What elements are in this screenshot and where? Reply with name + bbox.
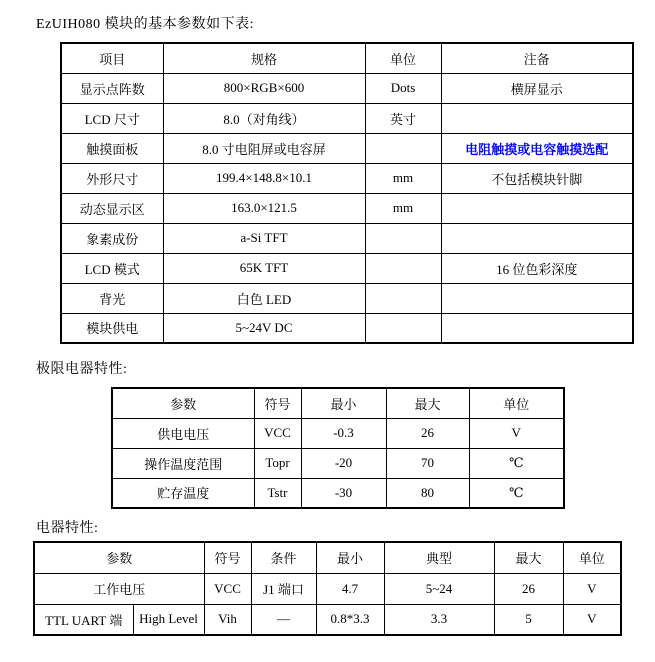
table-row <box>34 573 621 604</box>
electrical-title: 电器特性: <box>36 521 99 536</box>
table-cell: -30 <box>301 478 386 508</box>
column-header: 单位 <box>563 542 621 573</box>
column-header: 最大 <box>494 542 563 573</box>
table-cell: Tstr <box>254 478 301 508</box>
table-cell: 65K TFT <box>163 253 365 283</box>
table-cell: 外形尺寸 <box>61 163 163 193</box>
table-row <box>61 253 633 283</box>
table-cell: 贮存温度 <box>112 478 254 508</box>
table-cell: ℃ <box>469 448 564 478</box>
table-cell <box>365 223 441 253</box>
table-cell <box>365 283 441 313</box>
column-header: 规格 <box>163 43 365 73</box>
table-cell: 80 <box>386 478 469 508</box>
table-cell: 供电电压 <box>112 418 254 448</box>
header-row <box>112 388 564 418</box>
column-header: 单位 <box>469 388 564 418</box>
column-header: 符号 <box>204 542 251 573</box>
column-header: 最大 <box>386 388 469 418</box>
table-cell: mm <box>365 163 441 193</box>
table-cell: J1 端口 <box>251 573 316 604</box>
table-cell: 横屏显示 <box>441 73 633 103</box>
table-row <box>34 604 621 635</box>
table-cell <box>441 313 633 343</box>
table-row <box>61 223 633 253</box>
table-cell: 16 位色彩深度 <box>441 253 633 283</box>
table-cell: 26 <box>494 573 563 604</box>
table-cell: 5~24V DC <box>163 313 365 343</box>
table-cell: 8.0（对角线） <box>163 103 365 133</box>
table-cell: 象素成份 <box>61 223 163 253</box>
table-cell: V <box>563 573 621 604</box>
table-cell: 5~24 <box>384 573 494 604</box>
table-row <box>61 283 633 313</box>
table-cell: 显示点阵数 <box>61 73 163 103</box>
table-cell: a-Si TFT <box>163 223 365 253</box>
header-row <box>34 542 621 573</box>
table-row <box>61 163 633 193</box>
table-cell: 199.4×148.8×10.1 <box>163 163 365 193</box>
table-cell: -20 <box>301 448 386 478</box>
table-cell <box>365 253 441 283</box>
table-cell <box>441 283 633 313</box>
table-cell: Topr <box>254 448 301 478</box>
column-header: 单位 <box>365 43 441 73</box>
table-cell <box>365 133 441 163</box>
table-cell: VCC <box>254 418 301 448</box>
column-header: 最小 <box>301 388 386 418</box>
table-cell <box>365 313 441 343</box>
column-header: 典型 <box>384 542 494 573</box>
table-cell: 8.0 寸电阻屏或电容屏 <box>163 133 365 163</box>
table-cell: 动态显示区 <box>61 193 163 223</box>
basic-params-title: EzUIH080 模块的基本参数如下表: <box>36 17 255 32</box>
table-cell: 70 <box>386 448 469 478</box>
table-cell: 背光 <box>61 283 163 313</box>
column-header: 注备 <box>441 43 633 73</box>
table-cell: TTL UART 端 <box>34 604 133 635</box>
table-cell: 163.0×121.5 <box>163 193 365 223</box>
table-cell <box>441 223 633 253</box>
table-cell: 5 <box>494 604 563 635</box>
table-cell: mm <box>365 193 441 223</box>
table-cell: LCD 模式 <box>61 253 163 283</box>
table-row <box>61 193 633 223</box>
table-row <box>61 313 633 343</box>
table-row <box>112 478 564 508</box>
table-cell: High Level <box>133 604 204 635</box>
table-row <box>61 133 633 163</box>
table-cell: 英寸 <box>365 103 441 133</box>
column-header: 参数 <box>112 388 254 418</box>
basic-params-table <box>60 42 634 344</box>
column-header: 条件 <box>251 542 316 573</box>
table-row <box>61 73 633 103</box>
header-row <box>61 43 633 73</box>
table-cell: Dots <box>365 73 441 103</box>
table-cell: 800×RGB×600 <box>163 73 365 103</box>
table-cell: 26 <box>386 418 469 448</box>
limit-electrical-title: 极限电器特性: <box>36 362 128 377</box>
electrical-table <box>33 541 622 636</box>
table-cell: 3.3 <box>384 604 494 635</box>
table-row <box>112 448 564 478</box>
table-cell: VCC <box>204 573 251 604</box>
table-cell: ℃ <box>469 478 564 508</box>
table-cell: 白色 LED <box>163 283 365 313</box>
table-cell: — <box>251 604 316 635</box>
column-header: 参数 <box>34 542 204 573</box>
table-cell <box>441 193 633 223</box>
table-cell: 触摸面板 <box>61 133 163 163</box>
touch-option-note: 电阻触摸或电容触摸选配 <box>441 133 633 163</box>
table-cell: LCD 尺寸 <box>61 103 163 133</box>
column-header: 符号 <box>254 388 301 418</box>
table-cell: V <box>469 418 564 448</box>
table-row <box>112 418 564 448</box>
limit-electrical-table <box>111 387 565 509</box>
table-cell: 模块供电 <box>61 313 163 343</box>
table-cell: 4.7 <box>316 573 384 604</box>
table-cell: 0.8*3.3 <box>316 604 384 635</box>
column-header: 最小 <box>316 542 384 573</box>
table-cell: Vih <box>204 604 251 635</box>
table-cell: 工作电压 <box>34 573 204 604</box>
table-cell <box>441 103 633 133</box>
column-header: 项目 <box>61 43 163 73</box>
table-cell: 操作温度范围 <box>112 448 254 478</box>
table-cell: V <box>563 604 621 635</box>
table-cell: 不包括模块针脚 <box>441 163 633 193</box>
table-cell: -0.3 <box>301 418 386 448</box>
table-row <box>61 103 633 133</box>
